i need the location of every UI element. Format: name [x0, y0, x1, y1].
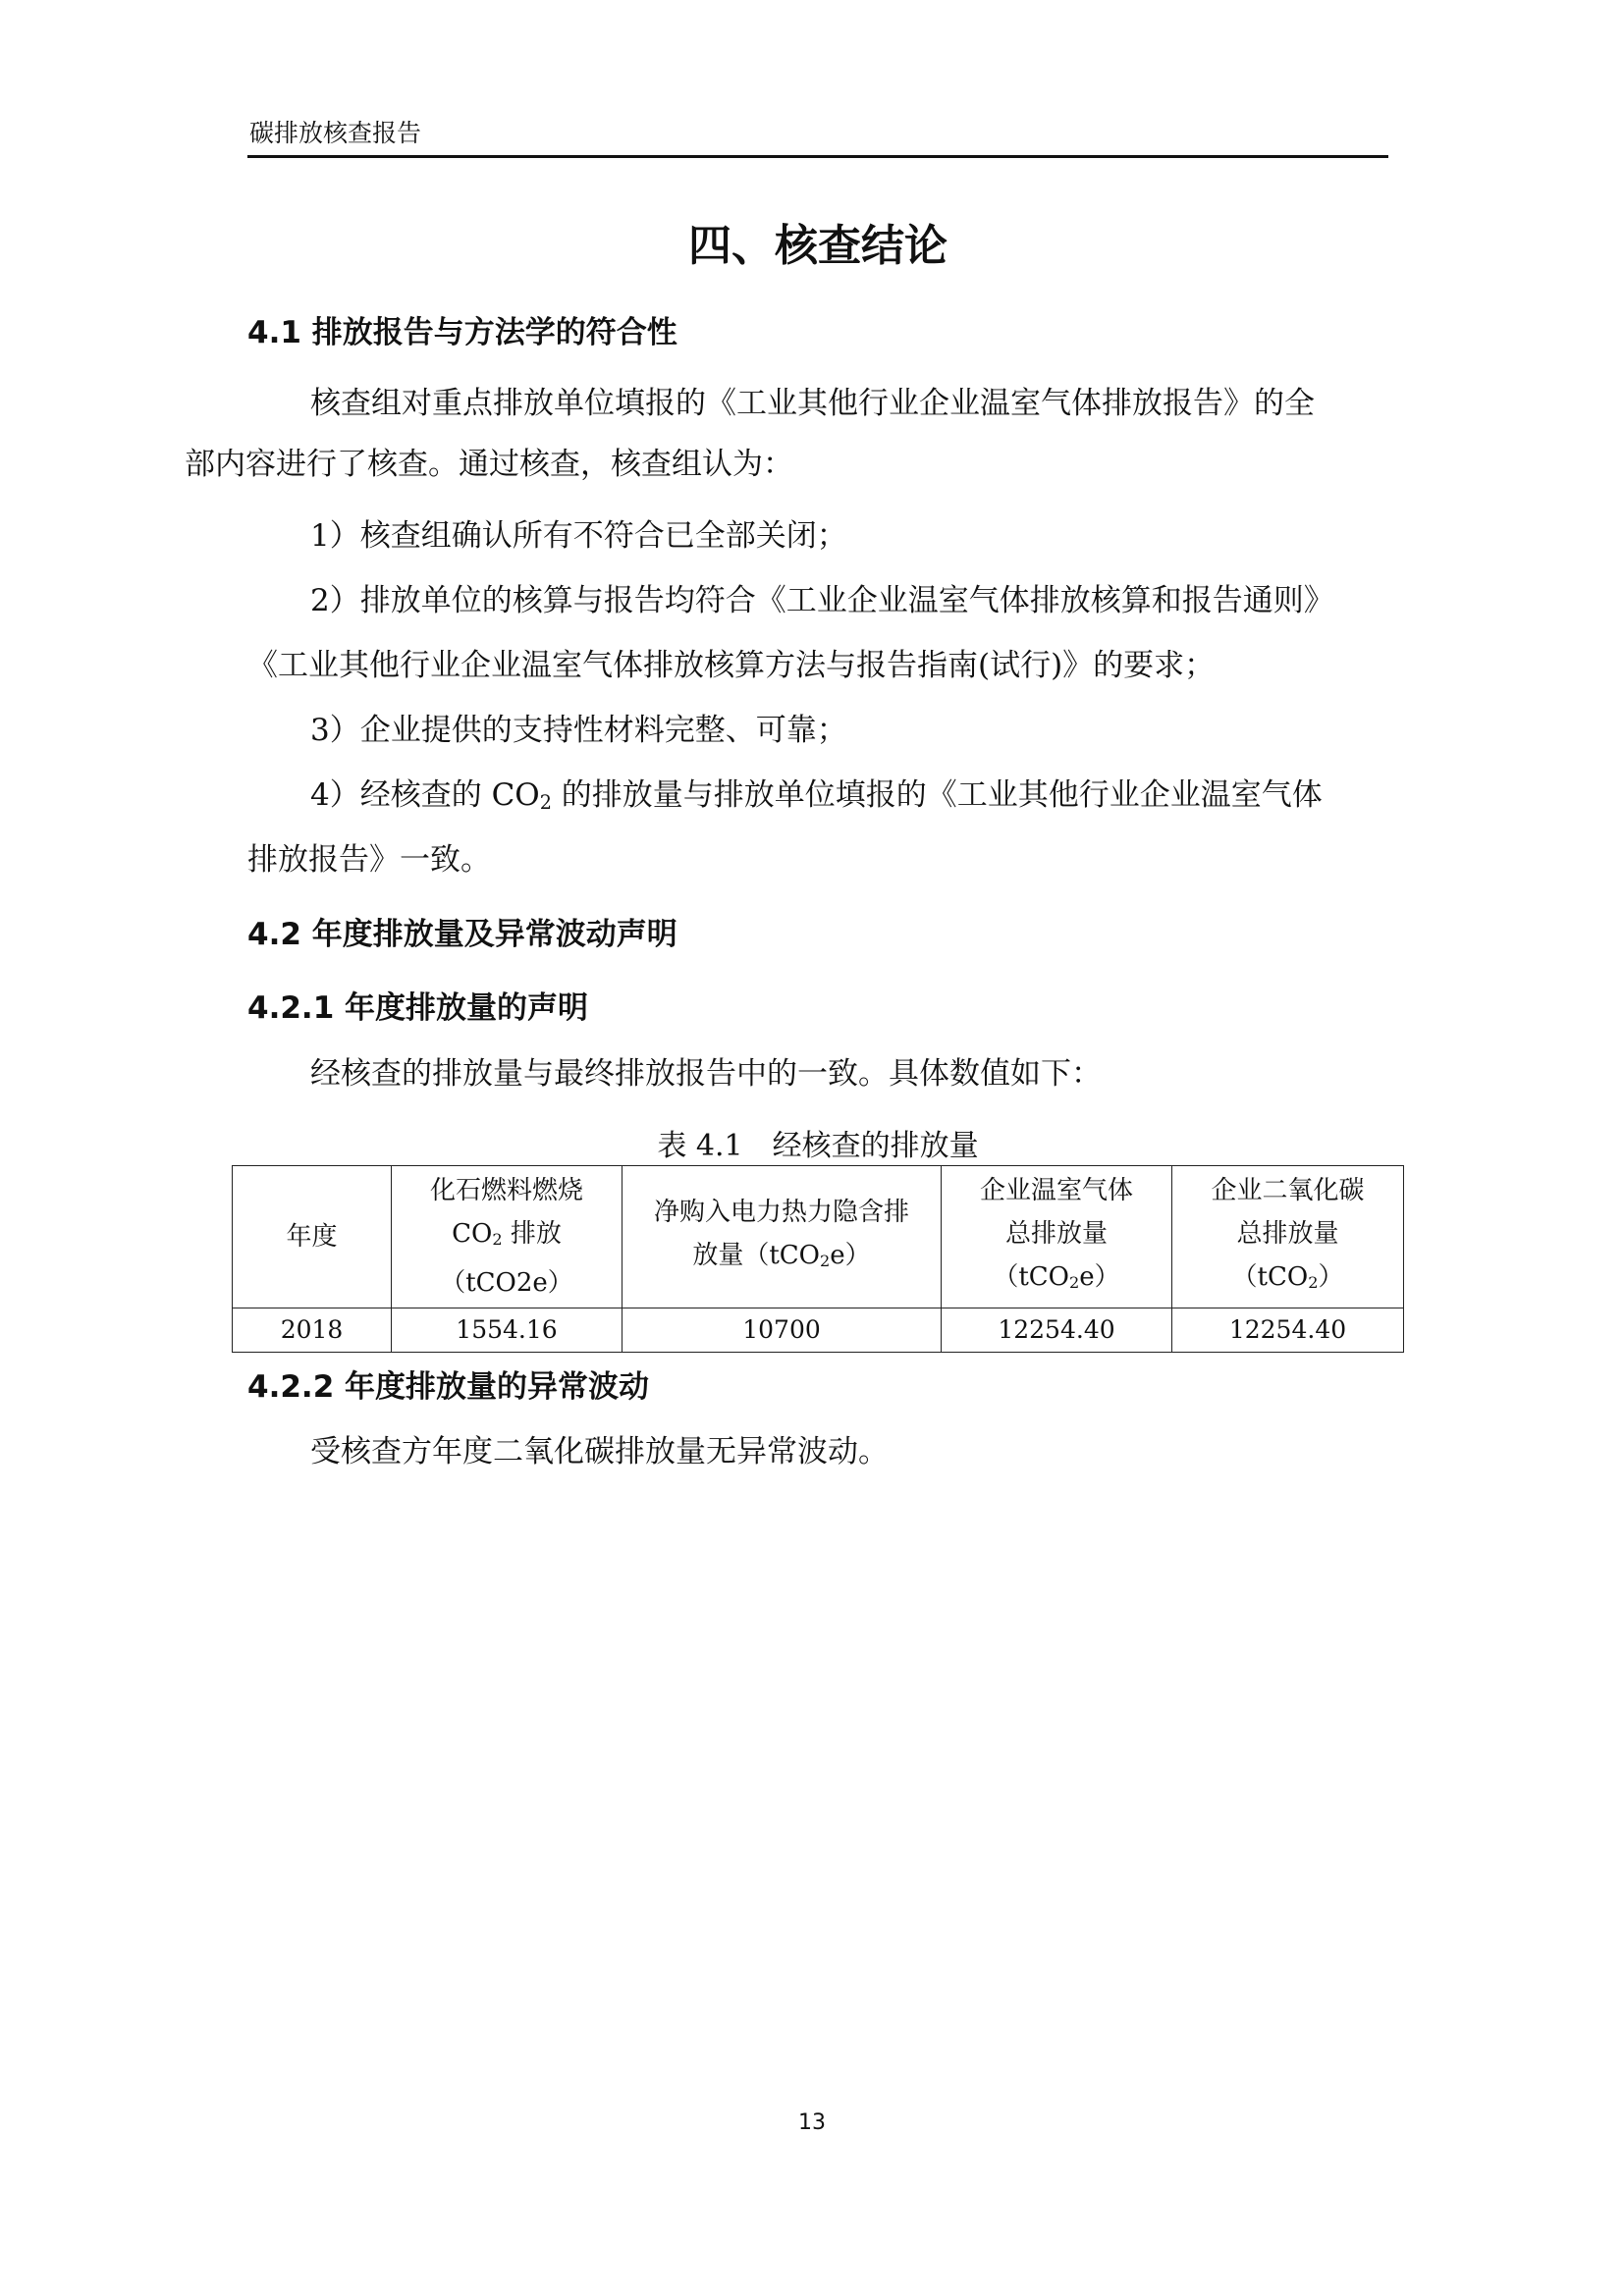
table-caption: 表 4.1 经核查的排放量: [657, 1129, 979, 1163]
conclusion-item-2-line-2: 《工业其他行业企业温室气体排放核算方法与报告指南(试行)》的要求；: [247, 648, 1216, 683]
header-co2-sub: 2: [1308, 1273, 1319, 1293]
header-ghg-total: [942, 1166, 1172, 1308]
item4-text-b: 的排放量与排放单位填报的《工业其他行业企业温室气体: [551, 777, 1323, 813]
conclusion-item-1: 1）核查组确认所有不符合已全部关闭；: [310, 518, 847, 554]
cell-fossil: 1554.16: [392, 1308, 623, 1353]
header-co2-line-3b: ）: [1318, 1261, 1344, 1292]
header-year-label: 年度: [286, 1222, 338, 1252]
section-4-2-2-heading: 4.2.2 年度排放量的异常波动: [247, 1369, 650, 1405]
header-co2-total: [1172, 1166, 1404, 1308]
header-electricity-line-1: 净购入电力热力隐含排: [653, 1197, 909, 1227]
header-co2-line-3a: （tCO: [1231, 1261, 1309, 1292]
header-fossil-sub: 2: [492, 1230, 503, 1250]
header-ghg-line-2: 总排放量: [1004, 1218, 1108, 1249]
header-electricity-sub: 2: [820, 1252, 831, 1271]
header-ghg-line-3a: （tCO: [993, 1261, 1070, 1292]
chapter-title: 四、核查结论: [688, 221, 947, 271]
item4-text-a: 4）经核查的 CO: [310, 777, 540, 813]
conclusion-item-4-line-2: 排放报告》一致。: [247, 842, 491, 878]
cell-year: 2018: [233, 1308, 392, 1353]
header-ghg-line-1: 企业温室气体: [979, 1175, 1133, 1205]
header-electricity-line-2b: e）: [830, 1240, 871, 1270]
item4-subscript: 2: [539, 790, 552, 814]
section-4-2-2-text: 受核查方年度二氧化碳排放量无异常波动。: [310, 1434, 889, 1469]
header-title: 碳排放核查报告: [249, 119, 422, 147]
header-fossil-line-1: 化石燃料燃烧: [429, 1175, 583, 1205]
section-4-2-heading: 4.2 年度排放量及异常波动声明: [247, 917, 677, 952]
section-4-2-1-heading: 4.2.1 年度排放量的声明: [247, 990, 589, 1026]
header-ghg-sub: 2: [1069, 1273, 1080, 1293]
section-4-2-1-text: 经核查的排放量与最终排放报告中的一致。具体数值如下：: [310, 1056, 1102, 1092]
cell-ghg-total: 12254.40: [942, 1308, 1172, 1353]
cell-co2-total: 12254.40: [1172, 1308, 1404, 1353]
header-ghg-line-3b: e）: [1079, 1261, 1120, 1292]
intro-line-1: 核查组对重点排放单位填报的《工业其他行业企业温室气体排放报告》的全: [310, 386, 1315, 421]
conclusion-item-3: 3）企业提供的支持性材料完整、可靠；: [310, 713, 847, 748]
header-co2-line-2: 总排放量: [1236, 1218, 1339, 1249]
page-header: [247, 116, 1388, 158]
table-row: [233, 1308, 1404, 1353]
header-fossil-line-2b: 排放: [502, 1218, 562, 1249]
intro-line-2: 部内容进行了核查。通过核查，核查组认为：: [185, 447, 793, 482]
emissions-table: [232, 1165, 1404, 1353]
header-co2-line-1: 企业二氧化碳: [1211, 1175, 1365, 1205]
table-header-row: [233, 1166, 1404, 1308]
conclusion-item-2-line-1: 2）排放单位的核算与报告均符合《工业企业温室气体排放核算和报告通则》: [310, 583, 1334, 618]
header-fossil-line-3: （tCO2e）: [440, 1268, 573, 1299]
section-4-1-intro: [185, 373, 1388, 495]
header-electricity: [623, 1166, 942, 1308]
header-fossil-line-2a: CO: [452, 1218, 493, 1249]
conclusion-item-4-line-1: [247, 770, 1451, 814]
section-4-1-heading: 4.1 排放报告与方法学的符合性: [247, 315, 677, 350]
header-electricity-line-2a: 放量（tCO: [692, 1240, 821, 1270]
header-year: [233, 1166, 392, 1308]
page-number: 13: [798, 2110, 826, 2135]
cell-electricity: 10700: [623, 1308, 942, 1353]
header-fossil: [392, 1166, 623, 1308]
